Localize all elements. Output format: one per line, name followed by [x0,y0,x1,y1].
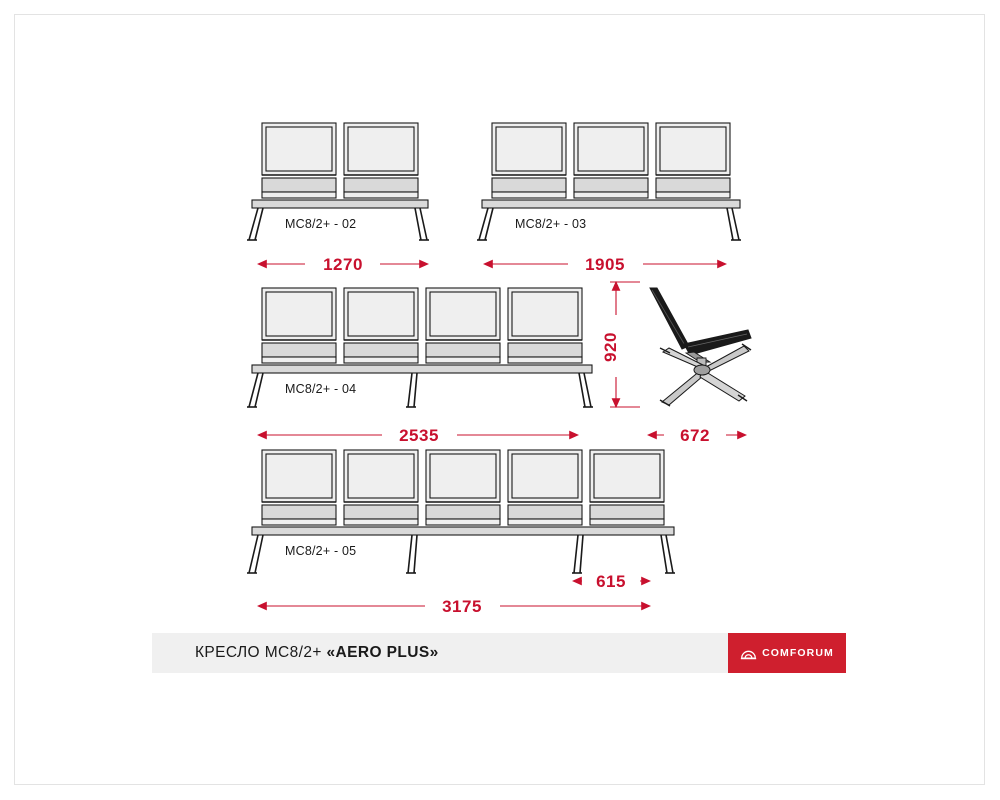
bench-5-seat-drawing [247,450,675,573]
caption-model: «AERO PLUS» [326,644,439,661]
dimension-value-1905: 1905 [585,255,625,274]
logo-wordmark: COMFORUM [762,647,834,659]
model-label-03: МС8/2+ - 03 [515,217,587,231]
model-label-05: МС8/2+ - 05 [285,544,357,558]
caption-bar [152,633,846,673]
model-label-02: МС8/2+ - 02 [285,217,357,231]
dimension-615 [573,570,650,592]
dimension-2535 [258,424,578,446]
dimension-1270 [258,253,428,275]
bench-3-seat-drawing [477,123,741,240]
bench-4-seat-drawing [247,288,593,407]
dimension-value-3175: 3175 [442,597,482,616]
dimension-1905 [484,253,726,275]
bench-2-seat-drawing [247,123,429,240]
comforum-logo [728,633,846,673]
dimension-920 [601,282,640,407]
dimension-value-615: 615 [596,572,626,591]
dimension-value-920: 920 [601,332,620,362]
dimension-value-2535: 2535 [399,426,439,445]
model-label-04: МС8/2+ - 04 [285,382,357,396]
dimension-3175 [258,595,650,617]
chair-side-view-drawing [650,288,751,406]
dimension-value-672: 672 [680,426,710,445]
arch-icon [740,646,757,660]
dimension-value-1270: 1270 [323,255,363,274]
dimension-672 [648,424,746,446]
caption-title [195,644,439,662]
caption-prefix: КРЕСЛО МС8/2+ [195,644,327,661]
